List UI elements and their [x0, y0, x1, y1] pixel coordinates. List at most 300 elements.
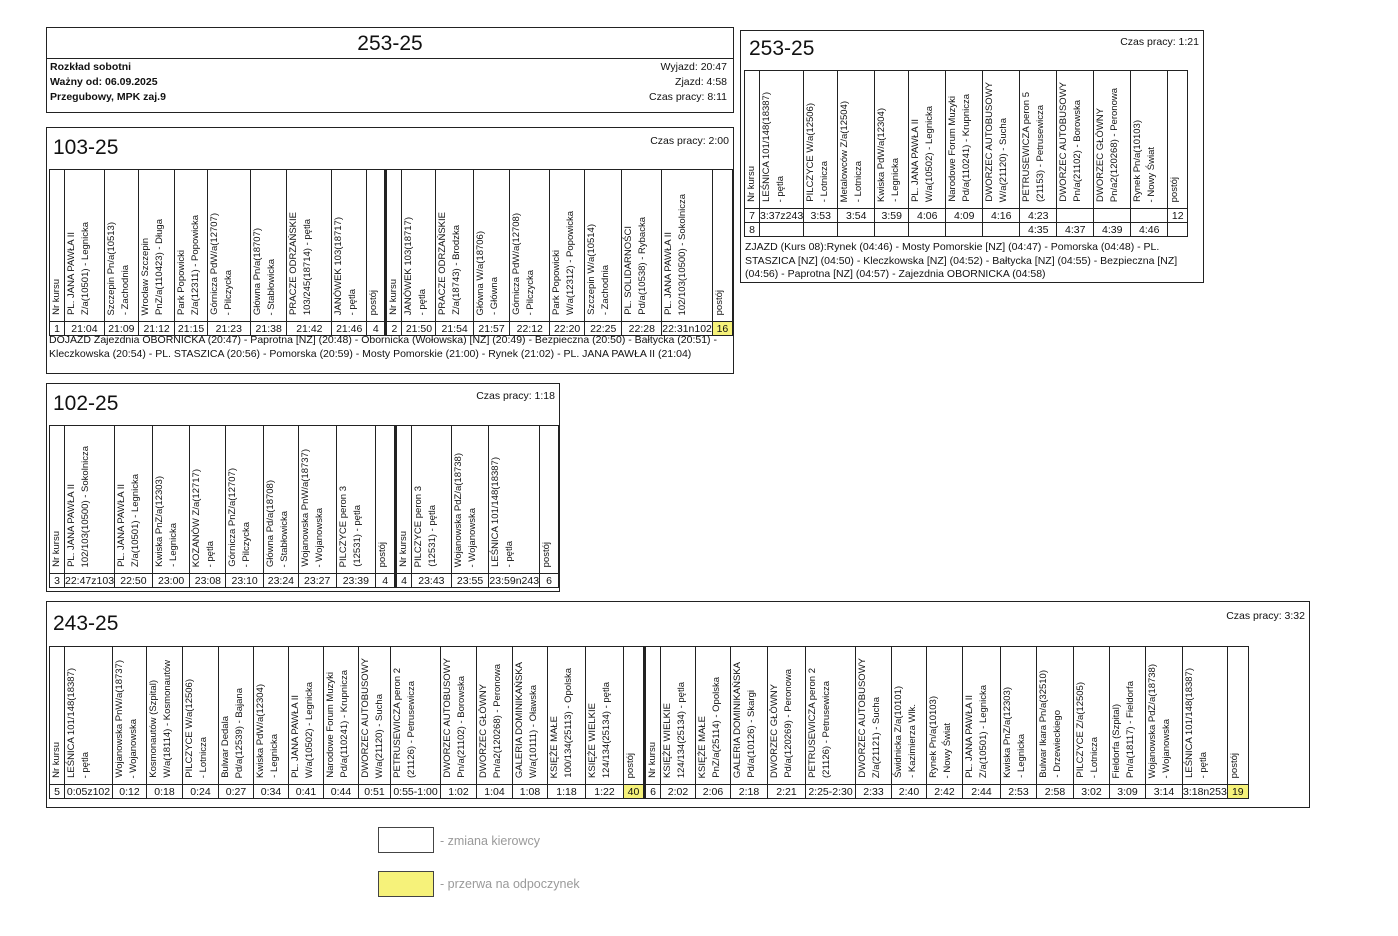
stop-name: - Główna [488, 276, 500, 315]
stop-name: JANÓWEK 103(18717) [403, 216, 415, 315]
stop-name: LEŚNICA 101/148(18387) [490, 457, 502, 567]
stop-name: - Wojanowska [313, 507, 325, 567]
time-cell: 23:24 [263, 574, 298, 588]
time-cell: 0:51 [359, 785, 391, 799]
column-header [875, 71, 909, 209]
column-header [856, 647, 892, 785]
column-header [367, 170, 386, 322]
block-253-table [744, 70, 1188, 237]
table-row [50, 574, 559, 588]
column-header [804, 71, 838, 209]
column-header [909, 71, 946, 209]
stop-name: Bulwar Dedala [220, 716, 231, 778]
stop-name: - Stabłowicka [265, 258, 277, 315]
stop-name: Nr kursu [388, 279, 400, 315]
block-103 [46, 127, 734, 374]
time-cell: 0:24 [183, 785, 219, 799]
column-header [138, 170, 175, 322]
time-cell: 7 [745, 209, 760, 223]
time-cell: 0:44 [324, 785, 359, 799]
time-cell: 19 [1227, 785, 1248, 799]
stop-name: (12531) - pętla [427, 505, 439, 567]
time-cell: 0:55-1:00 [391, 785, 441, 799]
time-cell: 2:44 [963, 785, 1001, 799]
time-cell: 23:39 [336, 574, 376, 588]
column-header [892, 647, 927, 785]
time-cell: 1:02 [441, 785, 477, 799]
column-header [661, 647, 696, 785]
column-header [412, 426, 452, 574]
stop-name: PILCZYCE W/a(12506) [184, 679, 195, 778]
stop-name: Kwiska PnZ/a(12303) [1002, 687, 1013, 778]
column-header [624, 647, 645, 785]
stop-name: postój [1169, 176, 1181, 202]
time-cell: 22:25 [585, 322, 622, 336]
column-header [451, 426, 489, 574]
column-header [1001, 647, 1037, 785]
stop-name: DWORZEC AUTOBUSOWY [857, 658, 868, 778]
time-cell: 21:04 [65, 322, 105, 336]
block-102-work-time: Czas pracy: 1:18 [476, 390, 555, 402]
stop-name: Górnicza PdW/a(12708) [511, 213, 523, 315]
stop-name: W/a(18114) - Kosmonautów [162, 660, 173, 778]
column-header [513, 647, 548, 785]
column-header [104, 170, 138, 322]
stop-name: Pn/a(18117) - Fieldorfa [1125, 681, 1136, 778]
time-cell [983, 223, 1020, 237]
stop-name: Wrocław Szczepin [139, 237, 151, 315]
stop-name: DWORZEC GŁÓWNY [1095, 108, 1107, 202]
time-cell: 1:04 [477, 785, 513, 799]
time-cell: 4:06 [909, 209, 946, 223]
time-cell: 23:10 [226, 574, 264, 588]
stop-name: - Lotnicza [819, 160, 831, 202]
stop-name: W/a(21120) - Sucha [998, 117, 1010, 202]
column-header [540, 426, 559, 574]
stop-name: KSIĘŻE WIELKIE [662, 703, 673, 778]
stop-name: DWORZEC AUTOBUSOWY [984, 82, 996, 202]
stop-name: PL. JANA PAWŁA II [910, 119, 922, 202]
stop-name: Z/a(21121) - Sucha [871, 696, 882, 778]
time-cell: 22:31n102 [662, 322, 712, 335]
time-cell: 4:23 [1020, 209, 1057, 223]
time-cell: 22:50 [115, 574, 153, 588]
time-cell: 2:40 [892, 785, 927, 799]
stop-name: postój [377, 541, 389, 567]
stop-name: PRACZE ODRZAŃSKIE [437, 212, 449, 315]
arrival-time: Zjazd: 4:58 [675, 76, 727, 89]
table-row [50, 785, 1249, 799]
stop-name: Rynek Pn/a(10103) [928, 696, 939, 778]
block-253 [740, 30, 1204, 283]
stop-name: Z/a(10501) - Legnicka [130, 474, 142, 567]
time-cell: 23:27 [298, 574, 336, 588]
stop-name: postój [541, 541, 553, 567]
stop-name: (12531) - pętla [351, 505, 363, 567]
legend-rest-break-label: - przerwa na odpoczynek [440, 877, 580, 891]
time-cell: 1 [50, 322, 65, 336]
block-253-note: ZJAZD (Kurs 08):Rynek (04:46) - Mosty Pomorskie [NZ] (04:47) - Pomorska (04:48) - PL. STASZICA [NZ] (04:50) - Kleczkowska [NZ] (04:52) - Bałtycka [NZ] (04:55) - Bezpieczna [NZ] (04:56) - Paprotna [NZ] (04:57) - Zajezdnia OBORNICKA (04:58) [745, 241, 1178, 280]
column-header [263, 426, 298, 574]
stop-name: PILCZYCE peron 3 [337, 485, 349, 567]
time-cell: 12 [1168, 209, 1188, 223]
stop-name: - pętla [347, 288, 359, 315]
time-cell: 4:39 [1094, 223, 1131, 237]
stop-name: - Zachodnia [600, 264, 612, 315]
time-cell: 22:28 [622, 322, 662, 336]
column-header [662, 170, 713, 322]
column-header [622, 170, 662, 322]
stop-name: PETRUSEWICZA peron 5 [1021, 92, 1033, 202]
stop-name: Górnicza PdW/a(12707) [208, 213, 220, 315]
block-102-table [49, 425, 559, 588]
stop-name: Pd/a(110241) - Krupnicza [339, 670, 350, 778]
block-243 [46, 601, 1310, 808]
stop-name: Nr kursu [51, 531, 62, 567]
time-cell [1168, 223, 1188, 237]
stop-name: Rynek Pn/a(10103) [1132, 120, 1144, 202]
stop-name: - Wojanowska [466, 507, 478, 567]
stop-name: PETRUSEWICZA peron 2 [392, 668, 403, 778]
column-header [219, 647, 254, 785]
stop-name: - pętla [775, 175, 786, 202]
column-header [254, 647, 289, 785]
stop-name: - Lotnicza [198, 736, 209, 778]
column-header [402, 170, 436, 322]
stop-name: Główna Pn/a(18707) [251, 227, 263, 315]
stop-name: postój [713, 289, 725, 315]
time-cell: 1:18 [548, 785, 586, 799]
stop-name: Szczepin Pn/a(10513) [105, 221, 117, 315]
column-header [963, 647, 1001, 785]
stop-name: Górnicza PnZ/a(12707) [227, 468, 239, 567]
column-header [50, 170, 65, 322]
departure-time: Wyjazd: 20:47 [660, 61, 727, 73]
time-cell: 4 [367, 322, 386, 336]
time-cell: 16 [712, 322, 732, 336]
time-cell [1131, 209, 1168, 223]
stop-name: 124/134(25134) - pętla [676, 681, 687, 778]
column-header [65, 647, 113, 785]
stop-name: Pd/a(10126) - Skargi [746, 690, 757, 778]
block-103-note: DOJAZD Zajezdnia OBORNICKA (20:47) - Paprotna [NZ] (20:48) - Obornicka (Wołowska) [NZ] (20:49) - Bezpieczna (20:50) - Bałtycka (20:51) - Kleczkowska (20:54) - PL. STASZICA (20:56) - Pomorska (20:59) - Mosty Pomorskie (21:00) - Rynek (21:02) - PL. JANA PAWŁA II (21:04) [49, 334, 717, 360]
stop-name: Kosmonautów (Szpital) [148, 680, 159, 778]
time-cell [760, 223, 804, 237]
stop-name: 124/134(25134) - pętla [601, 681, 612, 778]
stop-name: Główna Pd/a(18708) [264, 479, 276, 567]
column-header [1146, 647, 1183, 785]
block-253-work-time: Czas pracy: 1:21 [1120, 36, 1199, 48]
stop-name: Nr kursu [647, 742, 658, 778]
stop-name: - Kazimierza Wlk. [907, 704, 918, 778]
time-cell: 23:08 [190, 574, 226, 588]
column-header [391, 647, 441, 785]
time-cell: 3:18n253 [1183, 785, 1227, 798]
time-cell: 21:57 [473, 322, 510, 336]
valid-from: Ważny od: 06.09.2025 [50, 76, 158, 89]
column-header [745, 71, 760, 209]
stop-name: - Pilczycka [525, 269, 537, 315]
time-cell: 2 [386, 322, 402, 336]
vehicle-type: Przegubowy, MPK zaj.9 [50, 91, 166, 104]
column-header [1094, 71, 1131, 209]
stop-name: Z/a(10501) - Legnicka [978, 685, 989, 778]
time-cell [909, 223, 946, 237]
time-cell: 0:18 [147, 785, 183, 799]
stop-name: W/a(10111) - Oławska [528, 684, 539, 778]
stop-name: - Drzewieckiego [1052, 710, 1063, 778]
stop-name: W/a(10502) - Legnicka [924, 105, 936, 202]
time-cell: 0:34 [254, 785, 289, 799]
column-header [1168, 71, 1188, 209]
column-header [113, 647, 147, 785]
stop-name: (21153) - Petrusewicza [1035, 105, 1047, 202]
time-cell: 3:53 [804, 209, 838, 223]
time-cell: 4 [376, 574, 396, 588]
sheet-header [46, 27, 734, 113]
stop-name: - pętla [417, 288, 429, 315]
time-cell: 2:06 [696, 785, 731, 799]
column-header [838, 71, 875, 209]
column-header [65, 426, 115, 574]
stop-name: 102/103(10500) - Sokolnicza [677, 193, 689, 315]
stop-name: DWORZEC AUTOBUSOWY [1058, 82, 1070, 202]
stop-name: - Pilczycka [222, 269, 234, 315]
column-header [760, 71, 804, 209]
column-header [50, 647, 65, 785]
stop-name: KSIĘŻE MAŁE [697, 715, 708, 778]
stop-name: - pętla [205, 540, 217, 567]
column-header [1074, 647, 1110, 785]
column-header [1110, 647, 1146, 785]
stop-name: - Lotnicza [853, 160, 865, 202]
stop-name: postój [368, 289, 380, 315]
stop-name: Pd/a(110241) - Krupnicza [961, 94, 973, 202]
stop-name: Pd/a(10538) - Rybacka [637, 217, 649, 315]
stop-name: PILCZYCE peron 3 [413, 485, 425, 567]
stop-name: Nr kursu [746, 166, 757, 202]
stop-name: GALERIA DOMINIKAŃSKA [732, 661, 743, 778]
stop-name: Pn/a2(120268) - Peronowa [492, 663, 503, 778]
time-cell: 0:12 [113, 785, 147, 799]
time-cell: 3:37z243 [760, 209, 804, 222]
stop-name: - Wojanowska [1161, 718, 1172, 778]
column-header [376, 426, 396, 574]
column-header [183, 647, 219, 785]
stop-name: Wojanowska PdZ/a(18738) [452, 452, 464, 567]
stop-name: Z/a(10501) - Legnicka [80, 222, 91, 315]
legend-rest-break-swatch [378, 871, 434, 897]
block-243-table [49, 646, 1249, 799]
stop-name: - Pilczycka [241, 521, 253, 567]
stop-name: Pn/a(21102) - Borowska [1072, 100, 1084, 202]
time-cell: 1:22 [586, 785, 624, 799]
time-cell: 3:09 [1110, 785, 1146, 799]
stop-name: Nr kursu [51, 742, 62, 778]
stop-name: Z/a(12311) - Popowicka [190, 214, 202, 315]
stop-name: PILCZYCE Z/a(12505) [1075, 682, 1086, 778]
time-cell: 4 [396, 574, 412, 588]
column-header [207, 170, 250, 322]
stop-name: - Legnicka [167, 523, 179, 567]
block-103-table [49, 169, 733, 336]
column-header [287, 170, 332, 322]
time-cell: 21:12 [138, 322, 175, 336]
stop-name: LEŚNICA 101/148(18387) [1184, 668, 1195, 778]
column-header [289, 647, 324, 785]
block-102-title: 102-25 [53, 392, 119, 415]
column-header [768, 647, 806, 785]
column-header [983, 71, 1020, 209]
column-header [324, 647, 359, 785]
column-header [1227, 647, 1248, 785]
stop-name: Szczepin W/a(10514) [586, 224, 598, 315]
time-cell: 23:55 [451, 574, 489, 588]
column-header [441, 647, 477, 785]
stop-name: Pd/a(120269) - Peronowa [783, 669, 794, 778]
time-cell: 22:47z103 [65, 574, 115, 587]
block-103-title: 103-25 [53, 136, 119, 159]
stop-name: PRACZE ODRZAŃSKIE [288, 212, 300, 315]
stop-name: - Lotnicza [1089, 736, 1100, 778]
time-cell: 2:18 [731, 785, 768, 799]
stop-name: PETRUSEWICZA peron 2 [807, 668, 818, 778]
time-cell: 21:42 [287, 322, 332, 336]
stop-name: - Legnicka [269, 734, 280, 778]
stop-name: PL. SOLIDARNOŚCI [623, 226, 635, 315]
stop-name: W/a(21120) - Sucha [374, 693, 385, 778]
stop-name: postój [1228, 752, 1240, 778]
stop-name: Fieldorfa (Szpital) [1111, 703, 1122, 778]
time-cell: 23:43 [412, 574, 452, 588]
time-cell: 4:09 [946, 209, 983, 223]
block-103-work-time: Czas pracy: 2:00 [650, 135, 729, 147]
time-cell: 23:00 [152, 574, 190, 588]
time-cell: 3:59 [875, 209, 909, 223]
time-cell: 3:14 [1146, 785, 1183, 799]
block-243-title: 243-25 [53, 612, 119, 635]
time-cell: 22:20 [550, 322, 585, 336]
column-header [550, 170, 585, 322]
column-header [147, 647, 183, 785]
stop-name: PL. JANA PAWŁA II [663, 232, 675, 315]
stop-name: PnZ/a(25114) - Opolska [711, 677, 722, 778]
stop-name: PL. JANA PAWŁA II [116, 484, 128, 567]
stop-name: W/a(10502) - Legnicka [304, 681, 315, 778]
column-header [250, 170, 287, 322]
time-cell: 21:46 [332, 322, 367, 336]
stop-name: Metalowców Z/a(12504) [839, 100, 851, 202]
stop-name: - pętla [504, 540, 516, 567]
stop-name: Nr kursu [51, 279, 62, 315]
column-header [386, 170, 402, 322]
stop-name: 103/245(18714) - pętla [302, 218, 314, 315]
stop-name: - pętla [1198, 751, 1209, 778]
time-cell: 4:35 [1020, 223, 1057, 237]
time-cell: 1:08 [513, 785, 548, 799]
time-cell: 21:54 [436, 322, 473, 336]
stop-name: DWORZEC AUTOBUSOWY [360, 658, 371, 778]
stop-name: - Nowy Świat [942, 722, 953, 778]
column-header [489, 426, 540, 574]
column-header [586, 647, 624, 785]
stop-name: Z/a(18743) - Brodzka [451, 225, 463, 315]
column-header [1037, 647, 1074, 785]
stop-name: DWORZEC AUTOBUSOWY [442, 658, 453, 778]
stop-name: PILCZYCE W/a(12506) [805, 103, 817, 202]
column-header [175, 170, 207, 322]
column-header [359, 647, 391, 785]
column-header [50, 426, 65, 574]
stop-name: postój [625, 752, 636, 778]
stop-name: - Wojanowska [128, 718, 139, 778]
stop-name: Wojanowska PnW/a(18737) [114, 660, 125, 778]
block-253-title: 253-25 [749, 37, 815, 60]
column-header [731, 647, 768, 785]
column-header [396, 426, 412, 574]
stop-name: Narodowe Forum Muzyki [325, 672, 336, 778]
time-cell: 8 [745, 223, 760, 237]
stop-name: - Zachodnia [119, 264, 131, 315]
time-cell [946, 223, 983, 237]
schedule-type: Rozkład sobotni [50, 61, 132, 73]
stop-name: 100/134(25113) - Opolska [563, 668, 574, 778]
time-cell: 5 [50, 785, 65, 799]
time-cell: 2:33 [856, 785, 892, 799]
column-header [1183, 647, 1228, 785]
stop-name: Pd/a(12539) - Bajana [234, 687, 245, 778]
legend-driver-change-label: - zmiana kierowcy [440, 834, 541, 848]
time-cell: 2:53 [1001, 785, 1037, 799]
column-header [696, 647, 731, 785]
column-header [1020, 71, 1057, 209]
table-row [745, 209, 1188, 223]
time-cell: 21:50 [402, 322, 436, 336]
sheet-title: 253-25 [357, 32, 423, 55]
stop-name: LEŚNICA 101/148(18387) [66, 668, 77, 778]
stop-name: - Legnicka [1016, 734, 1027, 778]
column-header [548, 647, 586, 785]
stop-name: KSIĘŻE MAŁE [549, 715, 560, 778]
legend-driver-change-swatch [378, 827, 434, 853]
stop-name: PnZ/a(110423) - Długa [153, 219, 165, 315]
time-cell: 6 [645, 785, 661, 799]
time-cell: 22:12 [510, 322, 550, 336]
stop-name: DWORZEC GŁÓWNY [769, 684, 780, 778]
time-cell: 3 [50, 574, 65, 588]
column-header [332, 170, 367, 322]
stop-name: Kwiska PdW/a(12304) [255, 684, 266, 778]
time-cell: 4:16 [983, 209, 1020, 223]
time-cell: 0:27 [219, 785, 254, 799]
stop-name: - Legnicka [890, 158, 902, 202]
stop-name: (21126) - Petrusewicza [406, 681, 417, 778]
stop-name: - Nowy Świat [1146, 146, 1158, 202]
time-cell: 6 [540, 574, 559, 588]
column-header [585, 170, 622, 322]
time-cell: 21:23 [207, 322, 250, 336]
block-243-work-time: Czas pracy: 3:32 [1226, 610, 1305, 622]
column-header [473, 170, 510, 322]
block-102 [46, 383, 560, 592]
column-header [152, 426, 190, 574]
stop-name: W/a(12312) - Popowicka [565, 210, 577, 315]
time-cell: 0:05z102 [65, 785, 113, 799]
stop-name: PL. JANA PAWŁA II [964, 695, 975, 778]
time-cell: 21:15 [175, 322, 207, 336]
stop-name: Park Popowicki [551, 250, 563, 315]
time-cell: 2:25-2:30 [806, 785, 856, 799]
